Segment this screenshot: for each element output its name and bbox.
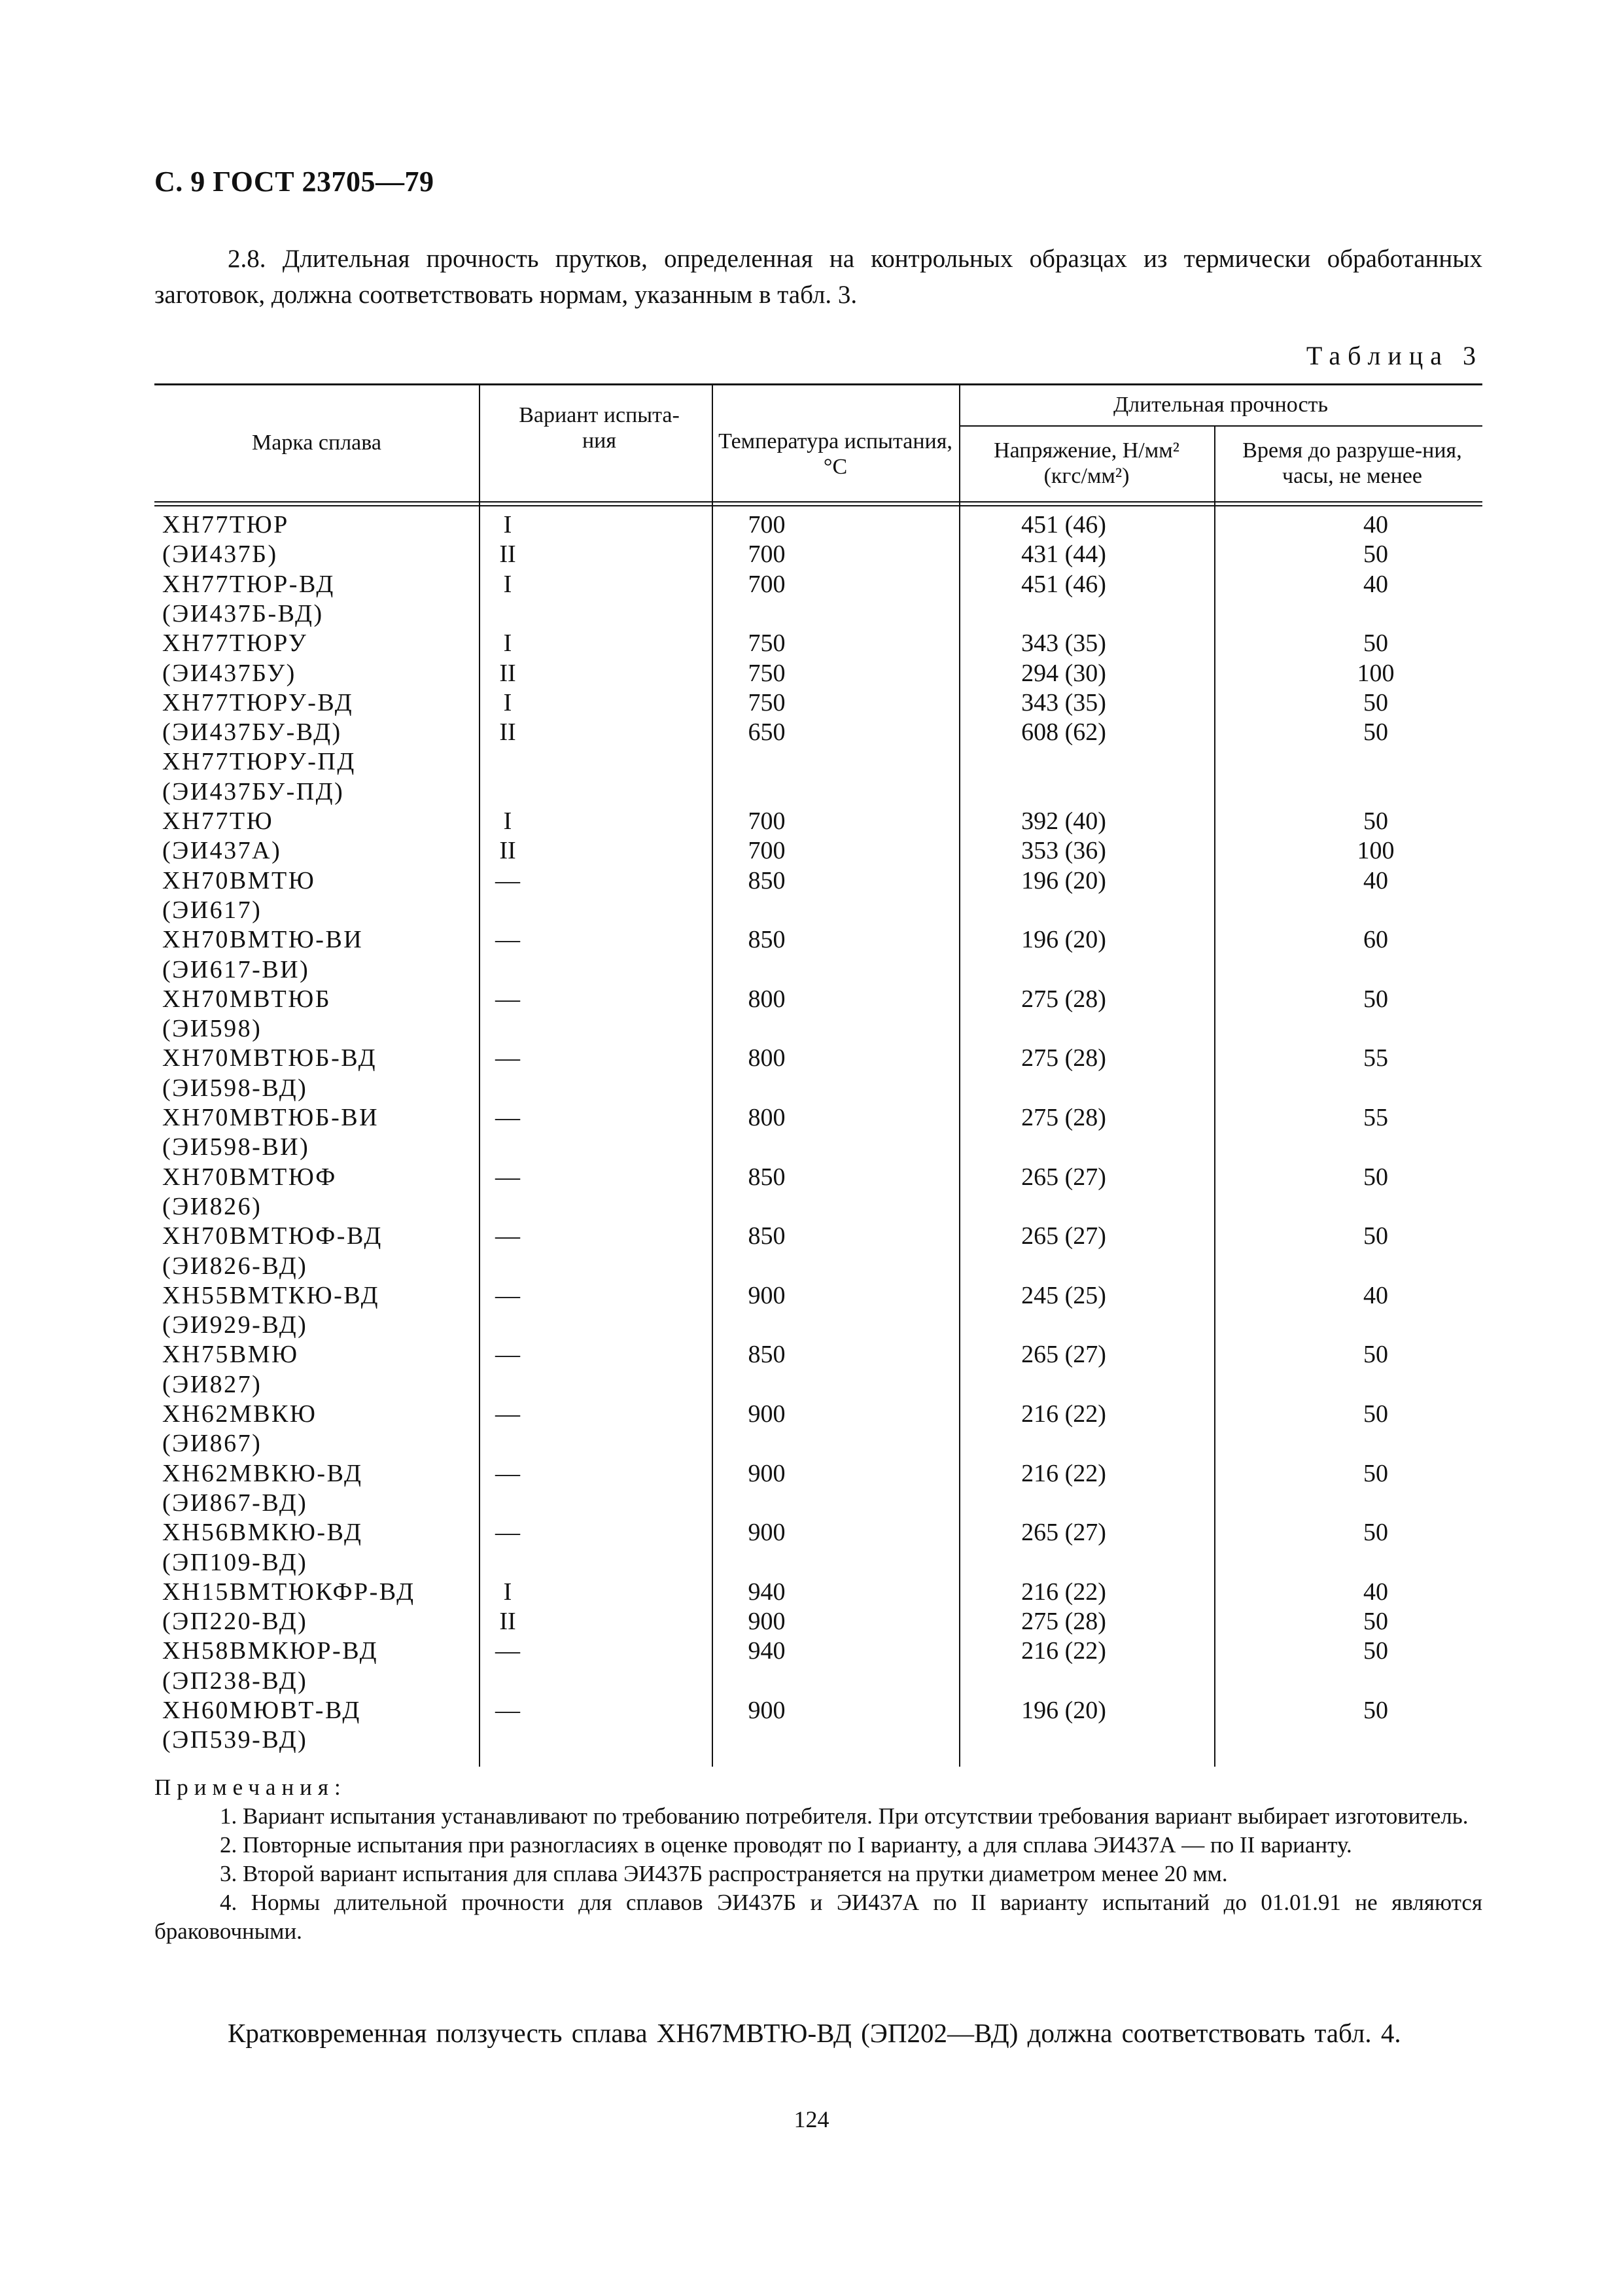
cell-stress: 353 (36) [1021,837,1106,865]
table-row [154,866,1482,896]
cell-variant: — [495,1341,520,1369]
cell-variant: — [495,1459,520,1487]
header-stress-line1: Напряжение, Н/мм² [994,438,1179,463]
cell-temperature: 850 [748,866,786,894]
table-row [154,955,1482,985]
table-row [154,510,1482,540]
cell-variant: II [499,540,516,569]
header-stress-line2: (кгс/мм²) [1043,464,1130,488]
cell-temperature: 700 [748,540,786,569]
table-caption: Таблица 3 [1306,341,1483,370]
cell-temperature: 700 [748,837,786,865]
table-row [154,1340,1482,1369]
cell-mark: ХН70ВМТЮ-ВИ [162,926,364,954]
cell-stress: 196 (20) [1021,926,1106,954]
header-stress [959,425,1214,501]
cell-mark: ХН77ТЮР [162,511,289,539]
cell-temperature: 940 [748,1578,786,1606]
notes-title: Примечания: [154,1775,347,1800]
cell-time: 50 [1363,1400,1388,1428]
cell-temperature: 700 [748,807,786,835]
cell-stress: 275 (28) [1021,1044,1106,1072]
cell-mark: (ЭИ929-ВД) [162,1311,308,1339]
cell-mark: ХН62МВКЮ-ВД [162,1459,363,1487]
cell-mark: ХН70ВМТЮФ [162,1163,337,1191]
table-row [154,1429,1482,1458]
cell-variant: II [499,718,516,747]
cell-time: 50 [1363,1637,1388,1665]
cell-mark: (ЭИ437БУ-ВД) [162,718,342,747]
table-row [154,1578,1482,1607]
cell-variant: — [495,1519,520,1547]
table-row [154,1725,1482,1755]
cell-stress: 343 (35) [1021,688,1106,716]
cell-time: 50 [1363,688,1388,716]
header-divider-1 [154,501,1482,503]
table-row [154,718,1482,747]
table-row [154,1548,1482,1578]
table-row [154,1192,1482,1222]
cell-stress: 431 (44) [1021,540,1106,569]
table-row [154,1459,1482,1489]
cell-mark: ХН60МЮВТ-ВД [162,1697,361,1724]
table-row [154,836,1482,866]
cell-stress: 294 (30) [1021,659,1106,687]
cell-time: 100 [1357,659,1395,687]
cell-time: 60 [1363,926,1388,954]
cell-mark: ХН77ТЮРУ-ПД [162,748,356,776]
cell-temperature: 850 [748,1341,786,1369]
cell-mark: ХН77ТЮРУ-ВД [162,688,354,716]
cell-time: 50 [1363,1459,1388,1487]
cell-mark: (ЭИ437БУ-ПД) [162,777,345,805]
cell-temperature: 700 [748,570,786,598]
cell-variant: — [495,1104,520,1131]
cell-time: 50 [1363,540,1388,569]
table-row [154,688,1482,718]
cell-temperature: 900 [748,1519,786,1547]
cell-variant: — [495,866,520,894]
cell-mark: ХН77ТЮР-ВД [162,570,335,598]
header-divider-2 [154,505,1482,506]
strength-table [154,383,1482,1767]
cell-time: 40 [1363,570,1388,598]
table-row [154,659,1482,688]
cell-mark: ХН70МВТЮБ-ВИ [162,1104,379,1131]
notes-section [154,1773,1482,1946]
cell-mark: (ЭП238-ВД) [162,1667,308,1695]
cell-variant: — [495,1400,520,1428]
cell-stress: 216 (22) [1021,1459,1106,1487]
cell-mark: ХН58ВМКЮР-ВД [162,1637,379,1665]
header-time: Время до разруше-ния, часы, не менее [1242,438,1462,488]
cell-temperature: 800 [748,1104,786,1131]
after-text [154,2015,1482,2051]
cell-mark: (ЭИ867) [162,1430,262,1458]
table-row [154,1400,1482,1429]
cell-time: 100 [1357,837,1395,865]
cell-variant: — [495,1697,520,1724]
cell-time: 50 [1363,807,1388,835]
cell-time: 50 [1363,629,1388,658]
cell-variant: — [495,1044,520,1072]
cell-mark: ХН70МВТЮБ-ВД [162,1044,377,1072]
cell-temperature: 850 [748,1222,786,1250]
cell-variant: — [495,1222,520,1250]
cell-stress: 216 (22) [1021,1637,1106,1665]
table-row [154,777,1482,807]
header-temperature: Температура испытания, °C [718,429,952,479]
cell-stress: 216 (22) [1021,1400,1106,1428]
table-row [154,1074,1482,1103]
table-row [154,1607,1482,1636]
cell-variant: — [495,1637,520,1665]
table-row [154,1489,1482,1518]
cell-mark: (ЭИ598-ВД) [162,1074,308,1102]
cell-variant: II [499,837,516,865]
cell-temperature: 900 [748,1459,786,1487]
cell-time: 50 [1363,1163,1388,1191]
cell-stress: 245 (25) [1021,1281,1106,1309]
cell-temperature: 900 [748,1697,786,1724]
table-row [154,1222,1482,1251]
cell-temperature: 850 [748,926,786,954]
cell-temperature: 900 [748,1608,786,1636]
table-row [154,540,1482,569]
cell-mark: (ЭИ826-ВД) [162,1252,308,1280]
cell-variant: I [503,629,512,658]
cell-variant: — [495,1163,520,1191]
cell-time: 50 [1363,1697,1388,1724]
table-row [154,1311,1482,1340]
cell-mark: (ЭП539-ВД) [162,1726,308,1754]
cell-variant: I [503,570,512,598]
cell-stress: 265 (27) [1021,1341,1106,1369]
cell-stress: 196 (20) [1021,1697,1106,1724]
cell-time: 50 [1363,985,1388,1013]
cell-variant: I [503,511,512,539]
page-number: 124 [794,2106,829,2132]
cell-mark: ХН70ВМТЮ [162,866,316,894]
header-strength-group: Длительная прочность [1113,392,1329,417]
cell-variant: II [499,1608,516,1636]
table-row [154,1103,1482,1133]
cell-stress: 265 (27) [1021,1222,1106,1250]
cell-time: 50 [1363,1519,1388,1547]
cell-mark: (ЭИ437БУ) [162,659,296,687]
cell-time: 40 [1363,1281,1388,1309]
cell-mark: ХН77ТЮРУ [162,629,308,658]
cell-variant: I [503,688,512,716]
page-header: С. 9 ГОСТ 23705—79 [154,166,434,198]
cell-time: 55 [1363,1044,1388,1072]
cell-temperature: 900 [748,1281,786,1309]
table-row [154,1636,1482,1666]
cell-stress: 343 (35) [1021,629,1106,658]
intro-paragraph: 2.8. Длительная прочность прутков, определенная на контрольных образцах из термически обработанных заготовок, должна соответствовать нормам, указанным в табл. 3. [154,245,1482,309]
cell-time: 50 [1363,1341,1388,1369]
cell-temperature: 800 [748,985,786,1013]
cell-variant: I [503,807,512,835]
cell-mark: (ЭИ598-ВИ) [162,1133,310,1161]
cell-stress: 265 (27) [1021,1519,1106,1547]
table-row [154,985,1482,1014]
cell-variant: — [495,985,520,1013]
cell-variant: I [503,1578,512,1606]
cell-variant: — [495,1281,520,1309]
cell-mark: (ЭИ826) [162,1192,262,1220]
header-variant: Вариант испыта-ния [519,403,680,453]
cell-mark: ХН75ВМЮ [162,1341,299,1369]
cell-stress: 275 (28) [1021,985,1106,1013]
table-row [154,896,1482,925]
cell-mark: ХН15ВМТЮКФР-ВД [162,1578,415,1606]
table-row [154,1518,1482,1547]
cell-mark: (ЭИ617) [162,896,262,924]
table-row [154,1370,1482,1400]
cell-mark: ХН77ТЮ [162,807,274,835]
header-mark: Марка сплава [252,430,381,455]
cell-mark: (ЭИ827) [162,1370,262,1398]
cell-time: 40 [1363,866,1388,894]
table-row [154,925,1482,955]
cell-mark: (ЭИ437Б-ВД) [162,599,324,627]
cell-temperature: 750 [748,659,786,687]
cell-time: 40 [1363,1578,1388,1606]
cell-temperature: 900 [748,1400,786,1428]
cell-temperature: 750 [748,629,786,658]
table-row [154,1252,1482,1281]
cell-mark: (ЭИ437А) [162,837,282,865]
cell-mark: (ЭП109-ВД) [162,1548,308,1576]
table-row [154,1014,1482,1044]
cell-mark: (ЭИ617-ВИ) [162,955,310,983]
cell-mark: (ЭИ598) [162,1015,262,1043]
cell-mark: ХН62МВКЮ [162,1400,317,1428]
table-row [154,1044,1482,1073]
cell-mark: (ЭП220-ВД) [162,1608,308,1636]
cell-stress: 608 (62) [1021,718,1106,747]
cell-stress: 265 (27) [1021,1163,1106,1191]
table-row [154,629,1482,658]
cell-temperature: 940 [748,1637,786,1665]
cell-time: 50 [1363,1608,1388,1636]
cell-mark: ХН70МВТЮБ [162,985,332,1013]
note-item: 1. Вариант испытания устанавливают по требованию потребителя. При отсутствии требования вариант выбирает изготовитель. [220,1803,1469,1829]
cell-mark: ХН70ВМТЮФ-ВД [162,1222,383,1250]
table-row [154,570,1482,599]
cell-stress: 451 (46) [1021,570,1106,598]
cell-stress: 196 (20) [1021,866,1106,894]
cell-temperature: 750 [748,688,786,716]
table-row [154,1133,1482,1162]
cell-stress: 216 (22) [1021,1578,1106,1606]
cell-temperature: 850 [748,1163,786,1191]
note-item: 4. Нормы длительной прочности для сплавов ЭИ437Б и ЭИ437А по II варианту испытаний до 01.01.91 не являются браковочными. [154,1890,1482,1944]
cell-variant: — [495,926,520,954]
cell-mark: ХН55ВМТКЮ-ВД [162,1281,380,1309]
cell-temperature: 700 [748,511,786,539]
table-row [154,1281,1482,1311]
table-row [154,1696,1482,1725]
table-row [154,599,1482,629]
cell-stress: 392 (40) [1021,807,1106,835]
cell-stress: 275 (28) [1021,1608,1106,1636]
table-row [154,807,1482,836]
cell-temperature: 800 [748,1044,786,1072]
cell-time: 40 [1363,511,1388,539]
table-row [154,747,1482,777]
cell-mark: (ЭИ437Б) [162,540,278,569]
cell-stress: 275 (28) [1021,1104,1106,1131]
cell-variant: II [499,659,516,687]
table-row [154,1163,1482,1192]
note-item: 3. Второй вариант испытания для сплава ЭИ437Б распространяется на прутки диаметром менее 20 мм. [220,1861,1228,1886]
after-paragraph: Кратковременная ползучесть сплава ХН67МВТЮ-ВД (ЭП202—ВД) должна соответствовать табл. 4. [228,2018,1401,2048]
cell-temperature: 650 [748,718,786,747]
cell-stress: 451 (46) [1021,511,1106,539]
cell-time: 55 [1363,1104,1388,1131]
cell-mark: (ЭИ867-ВД) [162,1489,308,1517]
cell-mark: ХН56ВМКЮ-ВД [162,1519,363,1547]
table-row [154,1667,1482,1696]
cell-time: 50 [1363,718,1388,747]
intro-text [154,241,1482,313]
note-item: 2. Повторные испытания при разногласиях в оценке проводят по I варианту, а для сплава ЭИ437А — по II варианту. [220,1832,1352,1858]
cell-time: 50 [1363,1222,1388,1250]
